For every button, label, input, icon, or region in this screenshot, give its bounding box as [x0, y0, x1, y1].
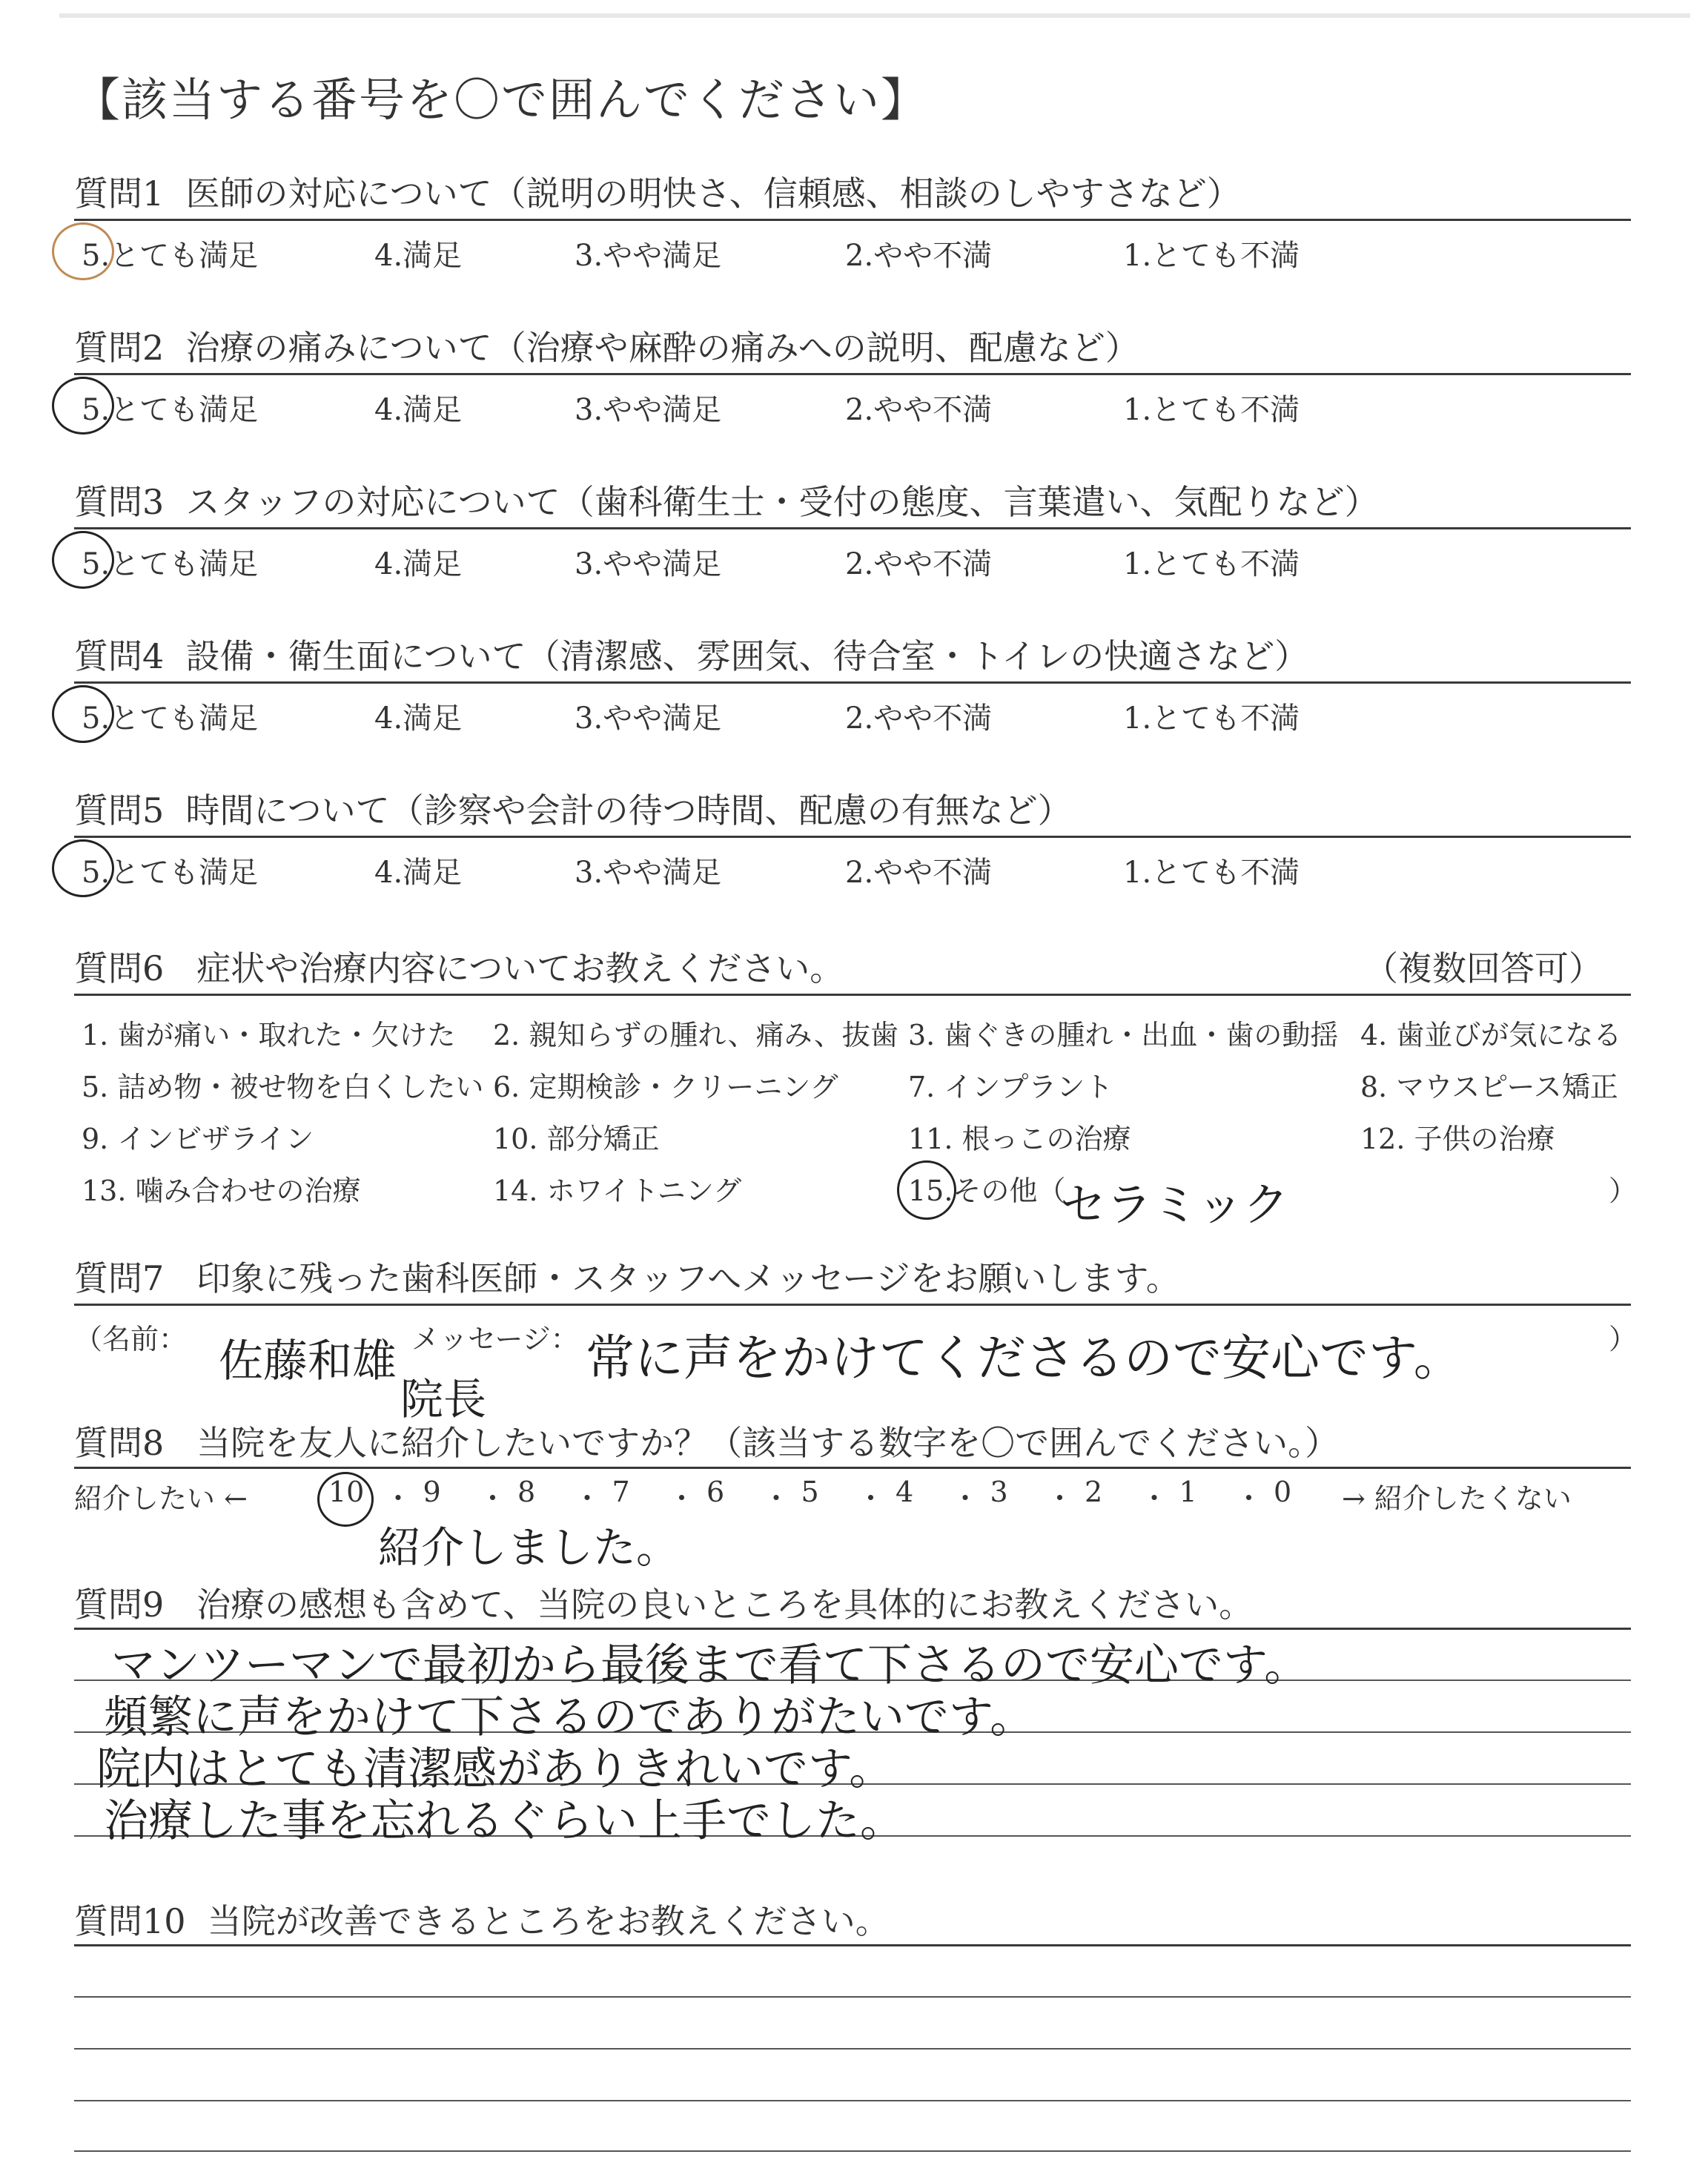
q6-selection-circle[interactable] [897, 1160, 956, 1220]
q9-heading [74, 1578, 1253, 1627]
scale-separator: ・ [1140, 1482, 1169, 1515]
q8-text: 当院を友人に紹介したいですか？（該当する数字を〇で囲んでください。） [196, 1423, 1340, 1463]
question-label: 質問2 [74, 328, 165, 368]
scale-separator: ・ [856, 1482, 885, 1515]
scale-separator: ・ [667, 1482, 696, 1515]
question-rule [74, 527, 1631, 529]
question-rule [74, 681, 1631, 684]
q10-line [74, 2048, 1631, 2050]
rating-option[interactable]: 3.やや満足 [575, 856, 722, 890]
rating-option[interactable]: 4.満足 [374, 856, 463, 890]
recommend-score-option[interactable]: 1 [1179, 1476, 1197, 1508]
rating-option[interactable]: 2.やや不満 [845, 547, 993, 581]
form-title: 【該当する番号を〇で囲んでください】 [74, 73, 929, 127]
recommend-score-option[interactable]: 5 [801, 1476, 819, 1508]
symptom-option[interactable]: 8. マウスピース矯正 [1360, 1071, 1618, 1103]
selection-circle[interactable] [52, 531, 114, 589]
question-text: 医師の対応について（説明の明快さ、信頼感、相談のしやすさなど） [185, 174, 1241, 214]
rating-option[interactable]: 1.とても不満 [1123, 239, 1300, 273]
q7-heading [74, 1252, 1180, 1301]
recommend-score-option[interactable]: 7 [612, 1476, 630, 1508]
recommend-score-option[interactable]: 3 [990, 1476, 1008, 1508]
rating-option[interactable]: 5.とても満足 [82, 856, 259, 890]
question-text: 治療の痛みについて（治療や麻酔の痛みへの説明、配慮など） [185, 328, 1139, 368]
question-rule [74, 373, 1631, 375]
scale-separator: ・ [478, 1482, 507, 1515]
q6-rule [74, 994, 1631, 996]
scale-separator: ・ [384, 1482, 413, 1515]
symptom-option[interactable]: 7. インプラント [908, 1071, 1113, 1103]
rating-option[interactable]: 2.やや不満 [845, 856, 993, 890]
symptom-option[interactable]: 9. インビザライン [82, 1123, 314, 1155]
q10-text: 当院が改善できるところをお教えください。 [207, 1901, 890, 1941]
q8-heading [74, 1416, 1339, 1465]
q7-label: 質問7 [74, 1258, 165, 1298]
symptom-option[interactable]: 12. 子供の治療 [1360, 1123, 1555, 1155]
rating-option[interactable]: 3.やや満足 [575, 547, 722, 581]
symptom-option[interactable]: 15.その他（ [908, 1175, 1066, 1207]
q9-label: 質問9 [74, 1585, 165, 1625]
symptom-option[interactable]: 3. 歯ぐきの腫れ・出血・歯の動揺 [908, 1019, 1339, 1051]
recommend-score-option[interactable]: 10 [328, 1476, 365, 1508]
recommend-score-option[interactable]: 2 [1085, 1476, 1103, 1508]
q6-text: 症状や治療内容についてお教えください。 [196, 948, 844, 988]
q6-note: （複数回答可） [1364, 948, 1603, 988]
rating-option[interactable]: 1.とても不満 [1123, 856, 1300, 890]
rating-option[interactable]: 3.やや満足 [575, 239, 722, 273]
symptom-option[interactable]: 4. 歯並びが気になる [1360, 1019, 1622, 1051]
rating-option[interactable]: 4.満足 [374, 547, 463, 581]
recommend-score-option[interactable]: 4 [896, 1476, 914, 1508]
q8-handwritten: 紹介しました。 [378, 1522, 680, 1573]
recommend-score-option[interactable]: 9 [423, 1476, 441, 1508]
q9-handwritten-line: マンツーマンで最初から最後まで看て下さるので安心です。 [111, 1639, 1309, 1691]
q8-right-label: → 紹介したくない [1342, 1482, 1572, 1515]
question-heading [74, 630, 1308, 678]
q8-rule [74, 1467, 1631, 1469]
question-label: 質問1 [74, 174, 165, 214]
rating-option[interactable]: 2.やや不満 [845, 239, 993, 273]
selection-circle[interactable] [52, 377, 114, 435]
symptom-option[interactable]: 10. 部分矯正 [493, 1123, 660, 1155]
rating-option[interactable]: 4.満足 [374, 239, 463, 273]
q8-selection-circle[interactable] [317, 1472, 374, 1527]
recommend-score-option[interactable]: 8 [517, 1476, 536, 1508]
q10-label: 質問10 [74, 1901, 186, 1941]
q6-other-handwritten: セラミック [1060, 1178, 1289, 1232]
scale-separator: ・ [1234, 1482, 1263, 1515]
scale-separator: ・ [1045, 1482, 1074, 1515]
q10-rule [74, 1944, 1631, 1946]
q7-name-handwritten-title: 院長 [400, 1374, 487, 1424]
symptom-option[interactable]: 13. 噛み合わせの治療 [82, 1175, 361, 1207]
rating-option[interactable]: 2.やや不満 [845, 393, 993, 427]
symptom-option[interactable]: 11. 根っこの治療 [908, 1123, 1131, 1155]
symptom-option[interactable]: 14. ホワイトニング [493, 1175, 742, 1207]
rating-option[interactable]: 2.やや不満 [845, 701, 993, 736]
q9-handwritten-line: 頻繁に声をかけて下さるのでありがたいです。 [104, 1691, 1035, 1743]
question-rule [74, 836, 1631, 838]
rating-option[interactable]: 4.満足 [374, 701, 463, 736]
rating-option[interactable]: 3.やや満足 [575, 701, 722, 736]
question-rule [74, 219, 1631, 221]
question-label: 質問5 [74, 790, 165, 830]
q7-message-handwritten: 常に声をかけてくださるので安心です。 [586, 1330, 1463, 1387]
selection-circle[interactable] [52, 839, 114, 897]
rating-option[interactable]: 1.とても不満 [1123, 701, 1300, 736]
selection-circle[interactable] [52, 685, 114, 743]
q7-text: 印象に残った歯科医師・スタッフへメッセージをお願いします。 [196, 1258, 1180, 1298]
q9-text: 治療の感想も含めて、当院の良いところを具体的にお教えください。 [196, 1585, 1254, 1625]
selection-circle[interactable] [52, 222, 114, 280]
q7-name-label: （名前： [74, 1323, 188, 1355]
q9-handwritten-line: 院内はとても清潔感がありきれいです。 [96, 1743, 894, 1795]
q10-line [74, 2150, 1631, 2152]
q8-label: 質問8 [74, 1423, 165, 1463]
question-heading [74, 784, 1072, 833]
q7-name-handwritten: 佐藤和雄 [219, 1335, 397, 1387]
q7-message-label: メッセージ： [411, 1323, 579, 1355]
symptom-option[interactable]: 2. 親知らずの腫れ、痛み、抜歯 [493, 1019, 898, 1051]
rating-option[interactable]: 4.満足 [374, 393, 463, 427]
recommend-score-option[interactable]: 6 [706, 1476, 725, 1508]
rating-option[interactable]: 5.とても満足 [82, 547, 259, 581]
q6-heading [74, 942, 844, 991]
question-heading [74, 475, 1379, 524]
question-text: スタッフの対応について（歯科衛生士・受付の態度、言葉遣い、気配りなど） [185, 482, 1379, 522]
scale-separator: ・ [762, 1482, 791, 1515]
question-label: 質問3 [74, 482, 165, 522]
rating-option[interactable]: 3.やや満足 [575, 393, 722, 427]
rating-option[interactable]: 1.とても不満 [1123, 393, 1300, 427]
q10-heading [74, 1895, 890, 1943]
symptom-option[interactable]: 5. 詰め物・被せ物を白くしたい [82, 1071, 484, 1103]
symptom-option[interactable]: 6. 定期検診・クリーニング [493, 1071, 838, 1103]
q6-label: 質問6 [74, 948, 165, 988]
symptom-other-close: ） [1609, 1175, 1638, 1207]
question-heading [74, 167, 1241, 216]
q7-close-paren: ） [1609, 1323, 1638, 1355]
rating-option[interactable]: 5.とても満足 [82, 701, 259, 736]
q10-line [74, 2100, 1631, 2101]
q7-rule [74, 1304, 1631, 1306]
q9-handwritten-line: 治療した事を忘れるぐらい上手でした。 [104, 1795, 904, 1847]
q10-line [74, 1996, 1631, 1998]
question-label: 質問4 [74, 636, 165, 676]
recommend-score-option[interactable]: 0 [1274, 1476, 1292, 1508]
question-text: 設備・衛生面について（清潔感、雰囲気、待合室・トイレの快適さなど） [185, 636, 1309, 676]
rating-option[interactable]: 5.とても満足 [82, 239, 259, 273]
rating-option[interactable]: 5.とても満足 [82, 393, 259, 427]
symptom-option[interactable]: 1. 歯が痛い・取れた・欠けた [82, 1019, 456, 1051]
scale-separator: ・ [573, 1482, 602, 1515]
question-heading [74, 321, 1139, 370]
scan-top-edge [59, 13, 1690, 18]
rating-option[interactable]: 1.とても不満 [1123, 547, 1300, 581]
q8-left-label: 紹介したい ← [74, 1482, 248, 1515]
question-text: 時間について（診察や会計の待つ時間、配慮の有無など） [185, 790, 1072, 830]
scale-separator: ・ [951, 1482, 980, 1515]
